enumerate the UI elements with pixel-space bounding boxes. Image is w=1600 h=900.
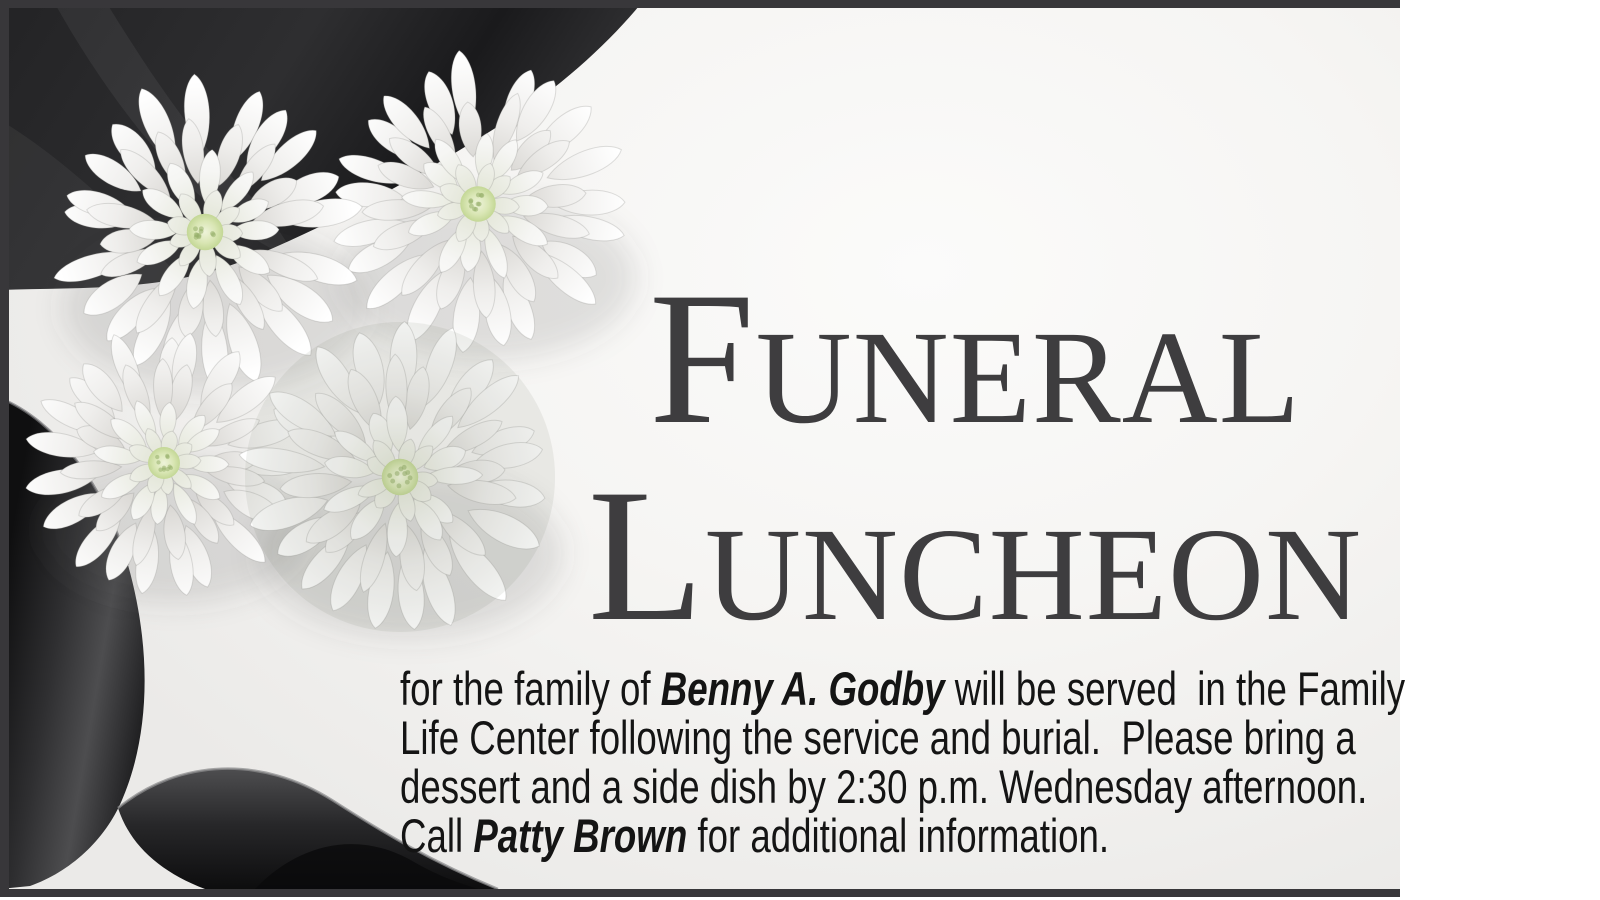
honoree-name: Benny A. Godby — [660, 662, 945, 715]
text-segment: will be served in the Family — [944, 662, 1406, 715]
text-segment: Call — [400, 809, 474, 862]
text-line-3 — [400, 762, 1405, 811]
text-line-1 — [400, 664, 1405, 713]
text-segment: for the family of — [400, 662, 661, 715]
text-line-2 — [400, 713, 1405, 762]
contact-name: Patty Brown — [473, 809, 688, 862]
announcement-text — [400, 664, 1405, 860]
title-line-1: Funeral — [648, 254, 1301, 464]
text-segment: for additional information. — [687, 809, 1110, 862]
title-line-2: Luncheon — [587, 451, 1363, 661]
text-line-4 — [400, 811, 1405, 860]
text-segment: dessert and a side dish by 2:30 p.m. Wednesday afternoon. — [400, 760, 1368, 813]
text-segment: Life Center following the service and burial. Please bring a — [400, 711, 1356, 764]
